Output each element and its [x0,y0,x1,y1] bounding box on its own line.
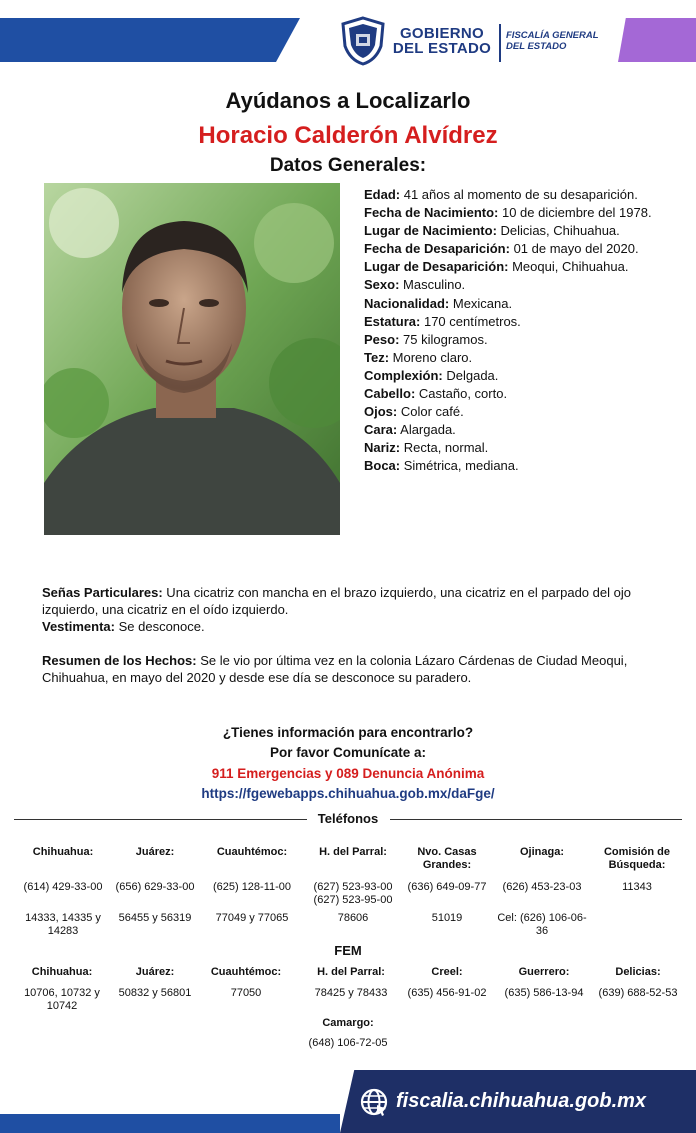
fem-title: FEM [334,943,362,958]
tel-cell: 77049 y 77065 [215,912,289,924]
gobierno-logo-text: GOBIERNO DEL ESTADO [392,25,492,57]
data-item-cara: Cara: Alargada. [364,422,456,438]
data-item-nariz: Nariz: Recta, normal. [364,440,489,456]
data-item-tez: Tez: Moreno claro. [364,349,473,365]
tel-header: Nvo. Casas Grandes: [417,846,477,871]
data-item-complexion: Complexión: Delgada. [364,367,499,383]
telefonos-row-2 [0,912,696,940]
fem-header: Creel: [431,966,463,978]
globe-icon [359,1087,389,1117]
contact-call: Por favor Comunícate a: [269,745,427,760]
person-name: Horacio Calderón Alvídrez [198,122,498,149]
fem-header: Guerrero: [518,966,570,978]
tel-cell: 11343 [622,881,652,893]
general-data-list [364,186,664,476]
telefonos-headers [0,846,696,876]
person-photo [44,183,340,535]
tel-cell: (627) 523-93-00 (627) 523-95-00 [313,881,393,906]
tel-cell: (614) 429-33-00 [23,881,103,893]
tel-header: Ojinaga: [519,846,564,858]
tel-cell: 78606 [337,912,369,924]
data-item-ojos: Ojos: Color café. [364,404,464,420]
fem-cell: (639) 688-52-53 [598,987,678,999]
contact-url-link[interactable]: https://fgewebapps.chihuahua.gob.mx/daFge/ [201,786,495,801]
tel-cell: (626) 453-23-03 [502,881,582,893]
telefonos-row-1 [0,881,696,909]
data-item-sexo: Sexo: Masculino. [364,277,466,293]
tel-cell: 51019 [431,912,463,924]
footer-url-link[interactable]: fiscalia.chihuahua.gob.mx [396,1090,647,1112]
tel-cell: 56455 y 56319 [118,912,192,924]
fem-camargo-header: Camargo: [322,1017,374,1029]
data-item-boca: Boca: Simétrica, mediana. [364,458,519,474]
fem-headers [0,966,696,982]
data-item-peso: Peso: 75 kilogramos. [364,331,488,347]
section-title: Datos Generales: [269,155,427,176]
tel-cell: (656) 629-33-00 [115,881,195,893]
fem-header: Juárez: [135,966,175,978]
header-bar-left [0,18,300,62]
tel-header: Cuauhtémoc: [216,846,288,858]
header-divider [499,24,501,62]
fem-header: Delicias: [615,966,661,978]
data-item-cabello: Cabello: Castaño, corto. [364,386,508,402]
data-item-nacionalidad: Nacionalidad: Mexicana. [364,295,513,311]
contact-question: ¿Tienes información para encontrarlo? [222,725,474,740]
tel-header: H. del Parral: [319,846,387,858]
fem-cell: 78425 y 78433 [314,987,388,999]
contact-emergency: 911 Emergencias y 089 Denuncia Anónima [211,766,485,781]
tel-cell: (636) 649-09-77 [407,881,487,893]
header-bar-right [618,18,696,62]
data-item-estatura: Estatura: 170 centímetros. [364,313,521,329]
data-item-edad: Edad: 41 años al momento de su desaparición. [364,187,638,202]
data-item-lugar-desaparicion: Lugar de Desaparición: Meoqui, Chihuahua. [364,259,629,275]
tel-cell: (625) 128-11-00 [212,881,292,893]
state-shield-icon [340,16,386,66]
data-item-lugar-nacimiento: Lugar de Nacimiento: Delicias, Chihuahua. [364,223,620,239]
footer-bar-left [0,1114,340,1133]
fem-camargo-value: (648) 106-72-05 [308,1037,388,1049]
fem-cell: 77050 [230,987,262,999]
tel-cell: Cel: (626) 106-06-36 [497,912,587,937]
telefonos-title: Teléfonos [317,811,379,826]
fem-cell: 10706, 10732 y 10742 [24,987,100,1012]
tel-cell: 14333, 14335 y 14283 [25,912,101,937]
fiscalia-logo-text: FISCALÍA GENERAL DEL ESTADO [506,30,599,52]
vestimenta: Vestimenta: Se desconoce. [42,619,205,634]
headline: Ayúdanos a Localizarlo [225,88,471,113]
tel-header: Chihuahua: [32,846,94,858]
fem-header: Chihuahua: [31,966,93,978]
fem-row-1 [0,987,696,1015]
fem-header: Cuauhtémoc: [210,966,282,978]
fem-header: H. del Parral: [317,966,385,978]
resumen-hechos: Resumen de los Hechos: Se le vio por última vez en la colonia Lázaro Cárdenas de Ciudad Meoqui, Chihuahua, en mayo del 2020 y desde ese día se desconoce su paradero. [42,653,628,685]
senas-particulares: Señas Particulares: Una cicatriz con mancha en el brazo izquierdo, una cicatriz en el parpado del ojo izquierdo, una cicatriz en el oído izquierdo. [42,585,631,617]
fem-cell: (635) 586-13-94 [504,987,584,999]
data-item-fecha-nacimiento: Fecha de Nacimiento: 10 de diciembre del 1978. [364,205,652,221]
tel-header: Juárez: [135,846,175,858]
fem-cell: (635) 456-91-02 [407,987,487,999]
data-item-fecha-desaparicion: Fecha de Desaparición: 01 de mayo del 2020. [364,241,639,257]
fem-cell: 50832 y 56801 [118,987,192,999]
tel-header: Comisión de Búsqueda: [603,846,670,871]
